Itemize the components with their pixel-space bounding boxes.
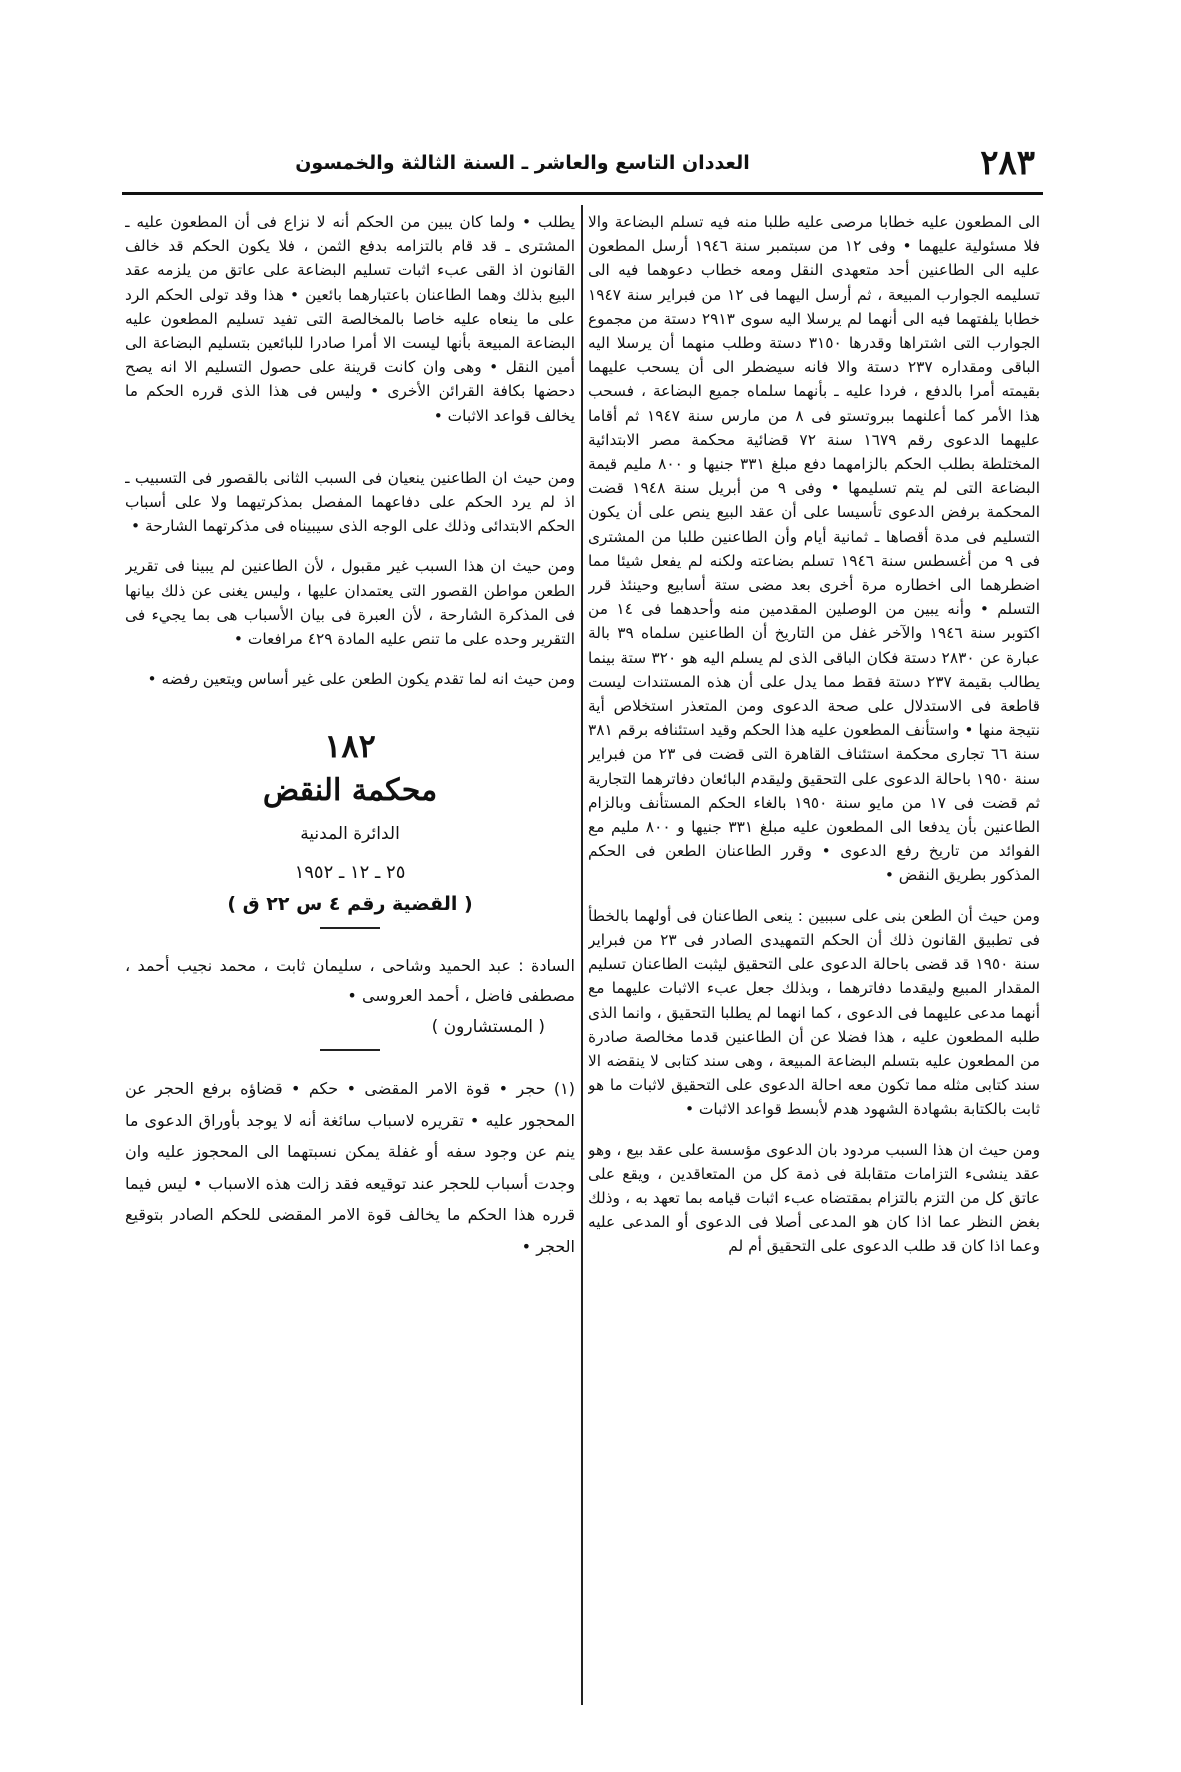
- header-rule: [122, 192, 1043, 195]
- running-title: العددان التاسع والعاشر ـ السنة الثالثة والخمسون: [295, 152, 750, 174]
- section-rule: [320, 927, 380, 929]
- judges-list: السادة : عبد الحميد وشاحى ، سليمان ثابت ، محمد نجيب أحمد ، مصطفى فاضل ، أحمد العروسى •: [125, 956, 575, 1006]
- headnote: (١) حجر • قوة الامر المقضى • حكم • قضاؤه برفع الحجر عن المحجور عليه • تقريره لاسباب سائغة أنه لا يوجد بأوراق الدعوى ما ينم عن وجود سفه أو غفلة يمكن نسبتهما الى المحجوز عليه وان وجدت أسباب للحجر عند توقيعه فقد زالت هذه الاسباب • ليس فيما قرره هذا الحكم ما يخالف قوة الامر المقضى للحكم الصادر بتوقيع الحجر •: [125, 1079, 575, 1256]
- burden-of-proof-paragraph: يطلب • ولما كان يبين من الحكم أنه لا نزاع فى أن المطعون عليه ـ المشترى ـ قد قام بالتزامه بدفع الثمن ، فلا يكون الحكم قد خالف القانون اذ القى عبء اثبات تسليم البضاعة على عاتق من يلزمه عقد البيع بذلك وهما الطاعنان باعتبارهما بائعين • هذا وقد تولى الحكم الرد على ما ينعاه عليه خاصا بالمخالصة التى تفيد تسليم المطعون عليه البضاعة المبيعة بأنها ليست الا أمرا صادرا للبائعين بتسليم البضاعة الى أمين النقل • وهى وان كانت قرينة على حصول التسليم الا انه يصح دحضها بكافة القرائن الأخرى • وليس فى هذا الذى قرره الحكم ما يخالف قواعد الاثبات •: [125, 213, 575, 425]
- case-reference: ( القضية رقم ٤ س ٢٢ ق ): [227, 893, 473, 916]
- case-number: ١٨٢: [324, 727, 376, 766]
- conclusion-paragraph: ومن حيث انه لما تقدم يكون الطعن على غير أساس ويتعين رفضه •: [147, 670, 575, 689]
- left-column: [125, 210, 575, 1710]
- first-ground-paragraph: ومن حيث أن الطعن بنى على سببين : ينعى الطاعنان فى أولهما بالخطأ فى تطبيق القانون ذلك أن الحكم التمهيدى الصادر فى ٢٣ من فبراير سنة ١٩٥٠ قد قضى باحالة الدعوى على التحقيق ليثبت الطاعنان تسليم المقدار المبيع وليقدما دفاترهما ، وبذلك جعل عبء الاثبات عليهما مع أنهما مدعى عليهما فى الدعوى ، كما انهما لم يطلبا التحقيق ، وانما الذى طلبه المطعون عليه ، هذا فضلا عن أن الطاعنين قدما مخالصة صادرة من المطعون عليه بتسلم البضاعة المبيعة ، وهى سند كتابى لا ينقضه الا سند كتابى مثله مما تكون معه احالة الدعوى على التحقيق لاثبات ما هو ثابت بالكتابة بشهادة الشهود هدم لأبسط قواعد الاثبات •: [588, 906, 1040, 1119]
- page-header: [130, 140, 1035, 186]
- court-name: محكمة النقض: [262, 773, 438, 809]
- facts-paragraph: الى المطعون عليه خطابا مرصى عليه طلبا منه فيه تسلم البضاعة والا فلا مسئولية عليهما • وفى ١٢ من سبتمبر سنة ١٩٤٦ أرسل المطعون عليه الى الطاعنين أحد متعهدى النقل ومعه خطاب دعوهما فيه الى تسليمه الجوارب المبيعة ، ثم أرسل اليهما فى ١٢ من فبراير سنة ١٩٤٧ خطابا يلفتهما فيه الى أنهما لم يرسلا اليه سوى ٢٩١٣ دستة من مجموع الجوارب التى اشتراها وقدرها ٣١٥٠ دستة وطلب منهما أن يرسلا اليه الباقى ومقداره ٢٣٧ دستة والا فانه سيضطر الى أن يسحب عليهما بقيمته أمرا بالدفع ، فردا عليه ـ بأنهما سلماه جميع البضاعة ، فسحب هذا الأمر كما أعلنهما ببروتستو فى ٨ من مارس سنة ١٩٤٧ ثم أقاما عليهما الدعوى رقم ١٦٧٩ سنة ٧٢ قضائية محكمة مصر الابتدائية المختلطة بطلب الحكم بالزامهما دفع مبلغ ٣٣١ جنيها و ٨٠٠ مليم قيمة البضاعة التى لم يتم تسليمها • وفى ٩ من أبريل سنة ١٩٤٨ قضت المحكمة برفض الدعوى تأسيسا على أن عقد البيع ينص على أن يكون التسليم فى مدة أقصاها ـ ثمانية أيام وأن الطاعنين طلبا من المشترى فى ٩ من أغسطس سنة ١٩٤٦ تسلم بضاعته ولكنه لم يفعل شيئا مما اضطرهما الى اخطاره مرة أخرى بعد مضى ستة أسابيع وحينئذ قرر التسلم • وأنه يبين من الوصلين المقدمين منه وأحدهما فى ١٤ من اكتوبر سنة ١٩٤٦ والآخر غفل من التاريخ أن الطاعنين سلماه ٣٩ بالة عبارة عن ٢٨٣٠ دستة فكان الباقى الذى لم يسلم اليه هو ٣٢٠ ستة بينما يطالب بقيمة ٢٣٧ دستة فقط مما يدل على أن هذه المستندات ليست قاطعة فى الاستدلال على صحة الدعوى ومن المتعذر استخلاص أية نتيجة منها • واستأنف المطعون عليه هذا الحكم وقيد استئنافه برقم ٣٨١ سنة ٦٦ تجارى محكمة استئناف القاهرة التى قضت فى ٢٣ من فبراير سنة ١٩٥٠ باحالة الدعوى على التحقيق وليقدم البائعان دفاترهما التجارية ثم قضت فى ١٧ من مايو سنة ١٩٥٠ بالغاء الحكم المستأنف وبالزام الطاعنين بأن يدفعا الى المطعون عليه مبلغ ٣٣١ جنيها و ٨٠٠ مليم مع الفوائد من تاريخ رفع الدعوى • وقرر الطاعنان الطعن فى الحكم المذكور بطريق النقض •: [588, 213, 1040, 885]
- paragraph-gap: [125, 444, 575, 466]
- first-ground-reply-paragraph: ومن حيث ان هذا السبب مردود بان الدعوى مؤسسة على عقد بيع ، وهو عقد ينشىء التزامات متقابلة فى ذمة كل من المتعاقدين ، ويقع على عاتق كل من التزم بالتزام بمقتضاه عبء اثبات قيامه بما تعهد به ، وذلك بغض النظر عما اذا كان هو المدعى أصلا فى الدعوى أو المدعى عليه وعما اذا كان قد طلب الدعوى على التحقيق أم لم: [588, 1140, 1040, 1256]
- second-ground-reply-paragraph: ومن حيث ان هذا السبب غير مقبول ، لأن الطاعنين لم يبينا فى تقرير الطعن مواطن القصور التى يعتمدان عليها ، وليس يغنى عن ذلك بيانها فى المذكرة الشارحة ، لأن العبرة فى بيان الأسباب هى بما يجيء فى التقرير وحده على ما تنص عليه المادة ٤٢٩ مرافعات •: [125, 557, 575, 649]
- right-column: [588, 210, 1040, 1710]
- judges-role: ( المستشارون ): [431, 1017, 545, 1038]
- column-divider: [581, 205, 583, 1705]
- court-division: الدائرة المدنية: [300, 824, 400, 845]
- case-date: ٢٥ ـ ١٢ ـ ١٩٥٢: [294, 862, 406, 884]
- section-rule: [320, 1049, 380, 1051]
- second-ground-paragraph: ومن حيث ان الطاعنين ينعيان فى السبب الثانى بالقصور فى التسبيب ـ اذ لم يرد الحكم على دفاعهما المفصل بمذكرتيهما ولا على أسباب الحكم الابتدائى وذلك على الوجه الذى سيبيناه فى مذكرتهما الشارحة •: [125, 468, 575, 536]
- page-number: ٢٨٣: [980, 143, 1035, 183]
